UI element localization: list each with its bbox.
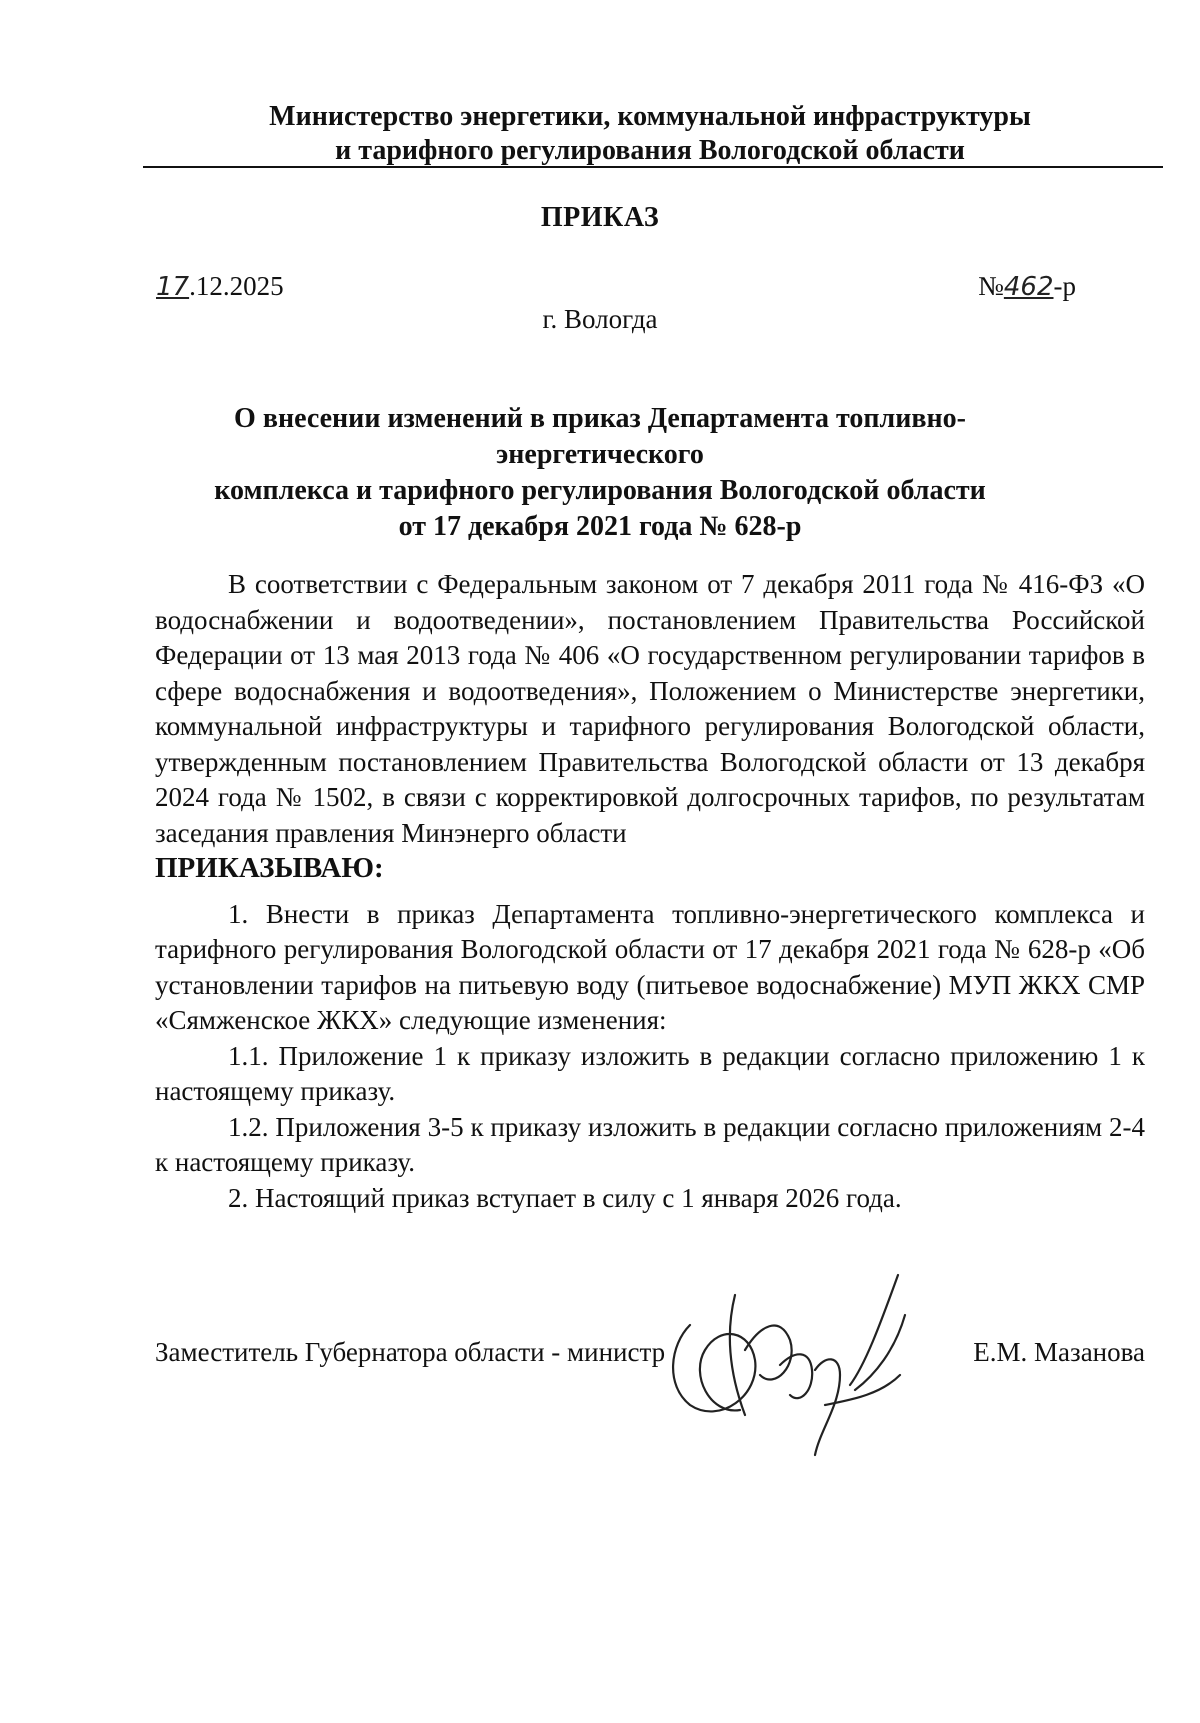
order-item-1-1: 1.1. Приложение 1 к приказу изложить в редакции согласно приложению 1 к настоящему приказу. (155, 1040, 1145, 1106)
date-day-handwritten: 17 (156, 272, 190, 302)
handwritten-signature (650, 1255, 950, 1465)
order-item-1: 1. Внести в приказ Департамента топливно-энергетического комплекса и тарифного регулирования Вологодской области от 17 декабря 2021 года № 628-р «Об установлении тарифов на питьевую воду (питьевое водоснабжение) МУП ЖКХ СМР «Сямженское ЖКХ» следующие изменения: (155, 898, 1145, 1035)
document-city: г. Вологда (542, 304, 658, 334)
document-body (155, 567, 1145, 1216)
document-number (978, 271, 1076, 302)
document-type: ПРИКАЗ (540, 202, 660, 233)
document-subject (150, 401, 1050, 545)
subject-line-2: комплекса и тарифного регулирования Вологодской области (214, 475, 986, 506)
number-prefix: № (978, 271, 1004, 301)
order-item-1-2: 1.2. Приложения 3-5 к приказу изложить в редакции согласно приложениям 2-4 к настоящему приказу. (155, 1111, 1145, 1177)
document-date (156, 271, 284, 302)
order-item-2: 2. Настоящий приказ вступает в силу с 1 января 2026 года. (228, 1182, 902, 1213)
ministry-line-2: и тарифного регулирования Вологодской области (335, 135, 965, 166)
signatory-name: Е.М. Мазанова (973, 1337, 1145, 1367)
number-value-handwritten: 462 (1003, 272, 1054, 302)
date-rest: .12.2025 (189, 271, 284, 301)
ministry-header (140, 100, 1160, 168)
signatory-position: Заместитель Губернатора области - министр (155, 1337, 666, 1367)
subject-line-1: О внесении изменений в приказ Департамента топливно-энергетического (234, 403, 966, 470)
orders-heading: ПРИКАЗЫВАЮ: (155, 852, 384, 884)
header-divider (143, 166, 1163, 168)
subject-line-3: от 17 декабря 2021 года № 628-р (398, 511, 802, 542)
preamble-paragraph: В соответствии с Федеральным законом от 7 декабря 2011 года № 416-ФЗ «О водоснабжении и водоотведении», постановлением Правительства Российской Федерации от 13 мая 2013 года № 406 «О государственном регулировании тарифов в сфере водоснабжения и водоотведения», Положением о Министерстве энергетики, коммунальной инфраструктуры и тарифного регулирования Вологодской области, утвержденным постановлением Правительства Вологодской области от 13 декабря 2024 года № 1502, в связи с корректировкой долгосрочных тарифов, по результатам заседания правления Минэнерго области (155, 569, 1145, 848)
ministry-line-1: Министерство энергетики, коммунальной инфраструктуры (269, 101, 1031, 132)
number-suffix: -р (1053, 271, 1076, 301)
